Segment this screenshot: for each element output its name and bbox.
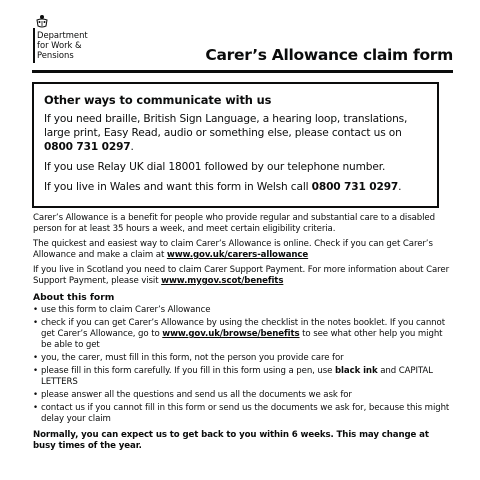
phone-number: 0800 731 0297 — [311, 181, 399, 193]
dwp-logo — [33, 14, 93, 60]
text: . — [130, 141, 134, 153]
text: please answer all the questions and send us all the documents we ask for — [41, 390, 352, 400]
box-para-accessibility — [44, 112, 427, 154]
bullet-icon: • — [33, 353, 38, 363]
main-content — [33, 213, 453, 456]
response-time-note: Normally, you can expect us to get back to you within 6 weeks. This may change at busy times of the year. — [33, 430, 429, 451]
text: to see what other help you might be able to get — [41, 329, 443, 350]
phone-number: 0800 731 0297 — [44, 141, 131, 153]
list-item — [33, 305, 453, 316]
bullet-icon: • — [33, 318, 38, 328]
online-claim-paragraph — [33, 239, 453, 261]
royal-crest-icon — [36, 14, 48, 28]
text: If you live in Wales and want this form in Welsh call — [44, 181, 312, 193]
logo-line: for Work & — [37, 40, 82, 50]
text: check if you can get Carer’s Allowance by using the checklist in the notes booklet. If you cannot get Carer’s Allowance, go to — [41, 318, 445, 339]
emphasis: black ink — [334, 366, 378, 376]
list-item — [33, 318, 453, 351]
text: If you need braille, British Sign Language, a hearing loop, translations, large print, Easy Read, audio or something else, please contact us on — [44, 113, 408, 139]
mygov-scot-link[interactable]: www.mygov.scot/benefits — [161, 276, 284, 286]
bullet-icon: • — [33, 390, 38, 400]
text: The quickest and easiest way to claim Carer’s Allowance is online. Check if you can get Carer’s Allowance and make a claim at — [33, 239, 433, 260]
intro-paragraph: Carer’s Allowance is a benefit for people who provide regular and substantial care to a disabled person for at least 35 hours a week, and meet certain eligibility criteria. — [33, 213, 435, 234]
box-heading: Other ways to communicate with us — [44, 93, 272, 107]
browse-benefits-link[interactable]: www.gov.uk/browse/benefits — [162, 329, 300, 339]
communication-box — [32, 82, 439, 208]
bullet-icon: • — [33, 403, 38, 413]
logo-text — [37, 30, 88, 60]
list-item — [33, 403, 453, 425]
logo-line: Pensions — [37, 50, 74, 60]
list-item — [33, 353, 453, 364]
list-item — [33, 390, 453, 401]
box-para-relay: If you use Relay UK dial 18001 followed by our telephone number. — [44, 161, 386, 173]
text: . — [398, 181, 402, 193]
scotland-paragraph — [33, 265, 453, 287]
box-para-welsh — [44, 180, 427, 194]
about-list — [33, 305, 453, 425]
logo-line: Department — [37, 30, 88, 40]
list-item — [33, 366, 453, 388]
text: and CAPITAL LETTERS — [41, 366, 433, 387]
header-divider — [32, 70, 453, 73]
bullet-icon: • — [33, 366, 38, 376]
bullet-icon: • — [33, 305, 38, 315]
text: use this form to claim Carer’s Allowance — [41, 305, 211, 315]
carers-allowance-link[interactable]: www.gov.uk/carers-allowance — [166, 250, 309, 260]
text: you, the carer, must fill in this form, not the person you provide care for — [41, 353, 344, 363]
about-heading: About this form — [33, 292, 115, 303]
page-title: Carer’s Allowance claim form — [205, 46, 453, 64]
text: please fill in this form carefully. If you fill in this form using a pen, use — [41, 366, 335, 376]
logo-rule — [33, 28, 35, 63]
text: contact us if you cannot fill in this form or send us the documents we ask for, because this might delay your claim — [41, 403, 450, 424]
text: If you live in Scotland you need to claim Carer Support Payment. For more information about Carer Support Payment, please visit — [33, 265, 450, 286]
